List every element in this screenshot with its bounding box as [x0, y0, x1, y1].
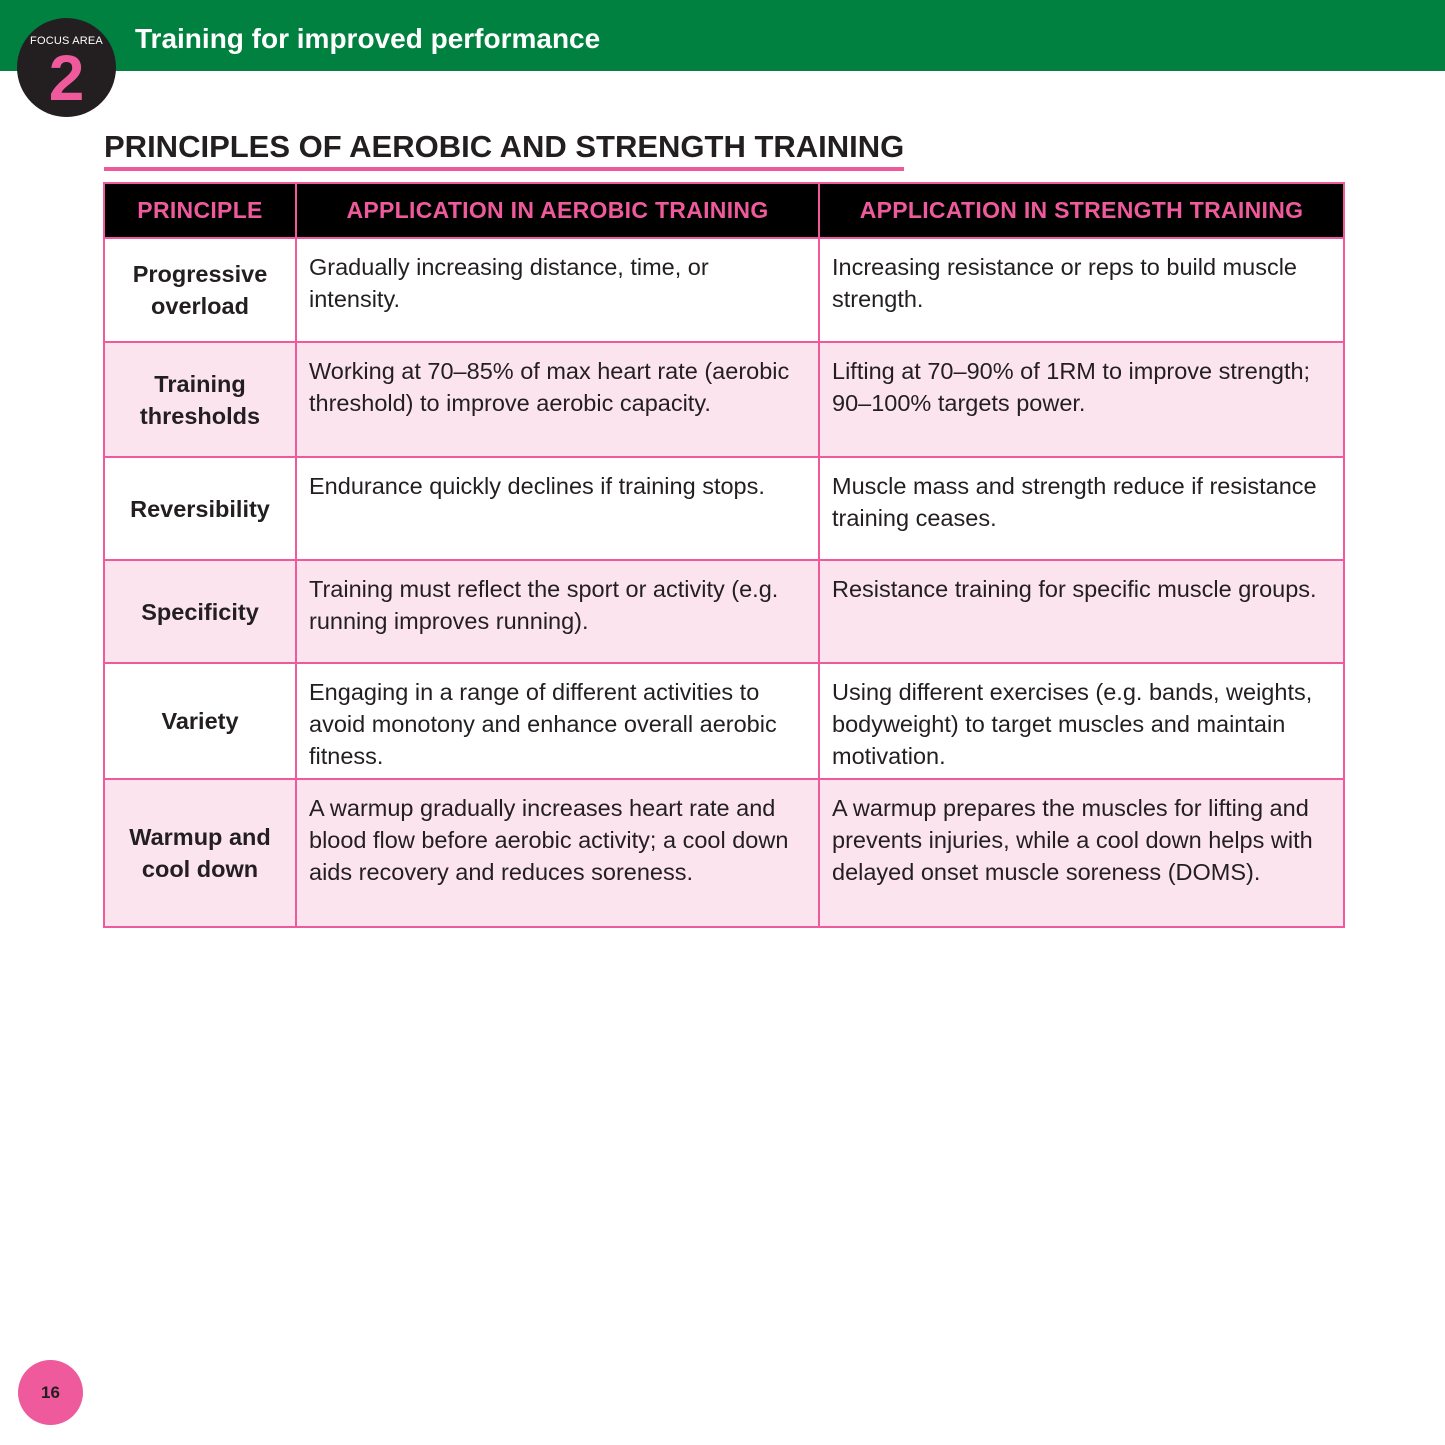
principle-cell: Reversibility [104, 457, 296, 560]
aerobic-cell: Training must reflect the sport or activity (e.g. running improves running). [296, 560, 819, 663]
chapter-title: Training for improved performance [135, 23, 601, 54]
focus-area-number: 2 [48, 42, 85, 114]
principle-cell: Training thresholds [104, 342, 296, 457]
table-row [104, 560, 1344, 663]
aerobic-cell: Gradually increasing distance, time, or intensity. [296, 238, 819, 342]
aerobic-cell: Working at 70–85% of max heart rate (aerobic threshold) to improve aerobic capacity. [296, 342, 819, 457]
strength-cell: Lifting at 70–90% of 1RM to improve strength; 90–100% targets power. [819, 342, 1344, 457]
aerobic-cell: A warmup gradually increases heart rate and blood flow before aerobic activity; a cool down aids recovery and reduces soreness. [296, 779, 819, 927]
strength-cell: Using different exercises (e.g. bands, weights, bodyweight) to target muscles and maintain motivation. [819, 663, 1344, 779]
table-row [104, 663, 1344, 779]
principle-cell: Progressive overload [104, 238, 296, 342]
column-header-aerobic: APPLICATION IN AEROBIC TRAINING [296, 183, 819, 238]
strength-cell: Resistance training for specific muscle groups. [819, 560, 1344, 663]
aerobic-cell: Endurance quickly declines if training stops. [296, 457, 819, 560]
focus-area-badge [17, 18, 116, 117]
page-number: 16 [18, 1360, 83, 1425]
table-row [104, 342, 1344, 457]
section-title: PRINCIPLES OF AEROBIC AND STRENGTH TRAINING [104, 128, 904, 171]
table-header-row [104, 183, 1344, 238]
column-header-strength: APPLICATION IN STRENGTH TRAINING [819, 183, 1344, 238]
table-row [104, 457, 1344, 560]
aerobic-cell: Engaging in a range of different activities to avoid monotony and enhance overall aerobic fitness. [296, 663, 819, 779]
header-bar [0, 0, 1445, 71]
strength-cell: Increasing resistance or reps to build muscle strength. [819, 238, 1344, 342]
strength-cell: A warmup prepares the muscles for lifting and prevents injuries, while a cool down helps with delayed onset muscle soreness (DOMS). [819, 779, 1344, 927]
table-row [104, 238, 1344, 342]
principles-table [103, 182, 1345, 928]
focus-area-label: FOCUS AREA [30, 35, 103, 47]
principle-cell: Warmup and cool down [104, 779, 296, 927]
principle-cell: Variety [104, 663, 296, 779]
column-header-principle: PRINCIPLE [104, 183, 296, 238]
strength-cell: Muscle mass and strength reduce if resistance training ceases. [819, 457, 1344, 560]
table-row [104, 779, 1344, 927]
principle-cell: Specificity [104, 560, 296, 663]
